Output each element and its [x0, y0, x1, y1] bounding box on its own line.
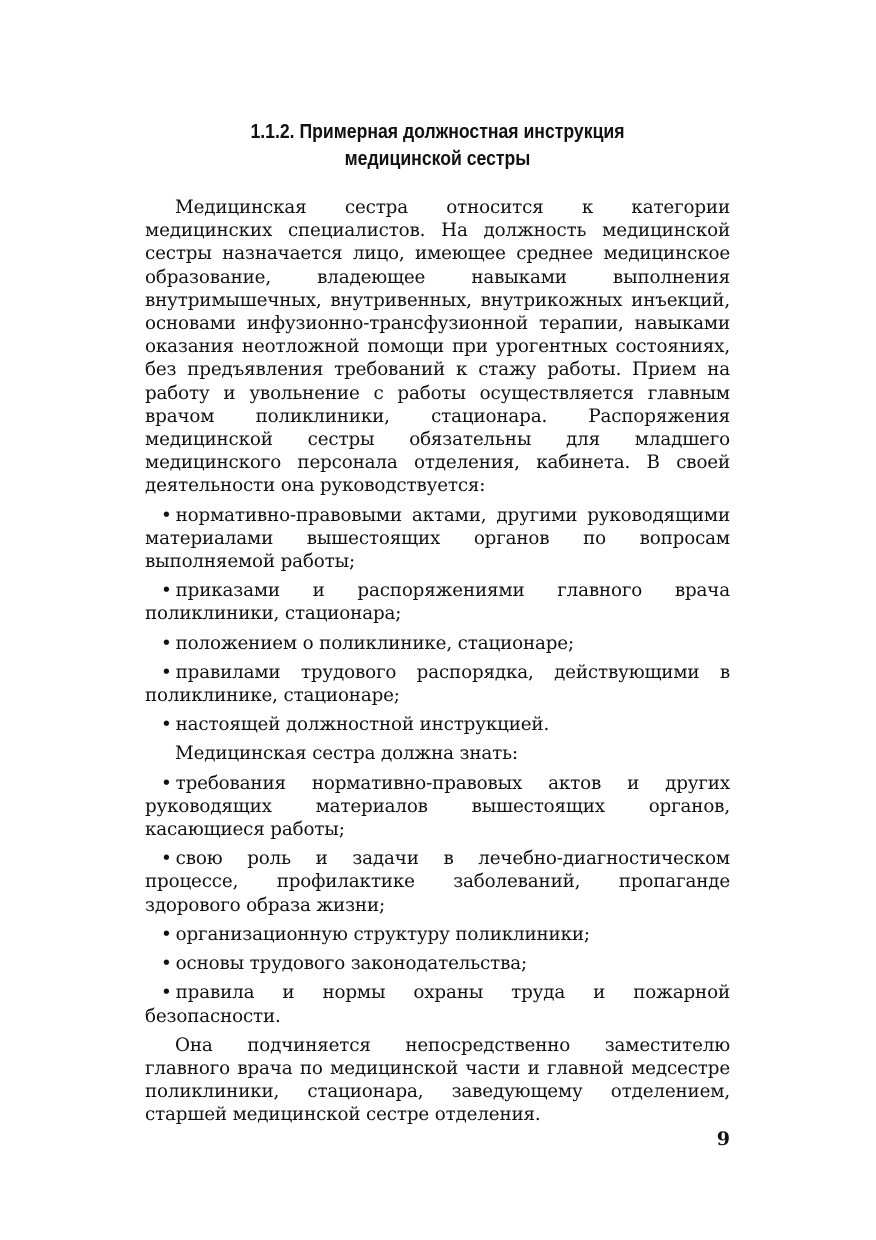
bullet-icon: •	[161, 953, 172, 975]
body-text	[145, 196, 730, 1127]
list-item-text: организационную структуру поликлиники;	[175, 923, 590, 945]
list-item-text: приказами и распоряжениями главного врача поликлиники, стационара;	[145, 580, 730, 625]
section-heading-line-1: 1.1.2. Примерная должностная инструкция	[250, 120, 625, 143]
list-item-text: правила и нормы охраны труда и пожарной безопасности.	[145, 982, 730, 1027]
bullet-icon: •	[161, 632, 172, 654]
list-item-text: нормативно-правовыми актами, другими руководящими материалами вышестоящих органов по вопросам выполняемой работы;	[145, 504, 730, 573]
subordination-paragraph: Она подчиняется непосредственно заместителю главного врача по медицинской части и главной медсестре поликлиники, стационара, заведующему отделением, старшей медицинской сестре отделения.	[145, 1034, 730, 1126]
guided-by-item	[145, 713, 730, 736]
must-know-item	[145, 952, 730, 975]
bullet-icon: •	[161, 714, 172, 736]
page-content	[145, 118, 730, 1127]
bullet-icon: •	[161, 923, 172, 945]
guided-by-item	[145, 504, 730, 574]
list-item-text: основы трудового законодательства;	[175, 953, 528, 975]
intro-paragraph: Медицинская сестра относится к категории медицинских специалистов. На должность медицинской сестры назначается лицо, имеющее среднее медицинское образование, владеющее навыками выполнения внутримышечных, внутривенных, внутрикожных инъекций, основами инфузионно-трансфузионной терапии, навыками оказания неотложной помощи при урогентных состояниях, без предъявления требований к стажу работы. Прием на работу и увольнение с работы осуществляется главным врачом поликлиники, стационара. Распоряжения медицинской сестры обязательны для младшего медицинского персонала отделения, кабинета. В своей деятельности она руководствуется:	[145, 197, 730, 497]
bullet-icon: •	[161, 982, 172, 1004]
bullet-icon: •	[161, 580, 172, 602]
bullet-icon: •	[161, 504, 172, 526]
must-know-item	[145, 772, 730, 842]
bullet-icon: •	[161, 772, 172, 794]
must-know-item	[145, 923, 730, 946]
list-item-text: требования нормативно-правовых актов и других руководящих материалов вышестоящих органов, касающиеся работы;	[145, 772, 730, 841]
guided-by-item	[145, 661, 730, 707]
must-know-item	[145, 847, 730, 917]
bullet-icon: •	[161, 661, 172, 683]
list-item-text: настоящей должностной инструкцией.	[175, 714, 550, 736]
section-heading-line-2: медицинской сестры	[344, 147, 531, 170]
bullet-icon: •	[161, 848, 172, 870]
list-item-text: свою роль и задачи в лечебно-диагностическом процессе, профилактике заболеваний, пропаганде здорового образа жизни;	[145, 848, 730, 916]
list-item-text: правилами трудового распорядка, действующими в поликлинике, стационаре;	[145, 661, 730, 707]
page-number: 9	[716, 1128, 730, 1150]
must-know-item	[145, 981, 730, 1027]
must-know-intro: Медицинская сестра должна знать:	[175, 743, 518, 765]
list-item-text: положением о поликлинике, стационаре;	[175, 632, 574, 654]
guided-by-item	[145, 632, 730, 655]
guided-by-item	[145, 579, 730, 625]
section-heading	[186, 118, 689, 172]
